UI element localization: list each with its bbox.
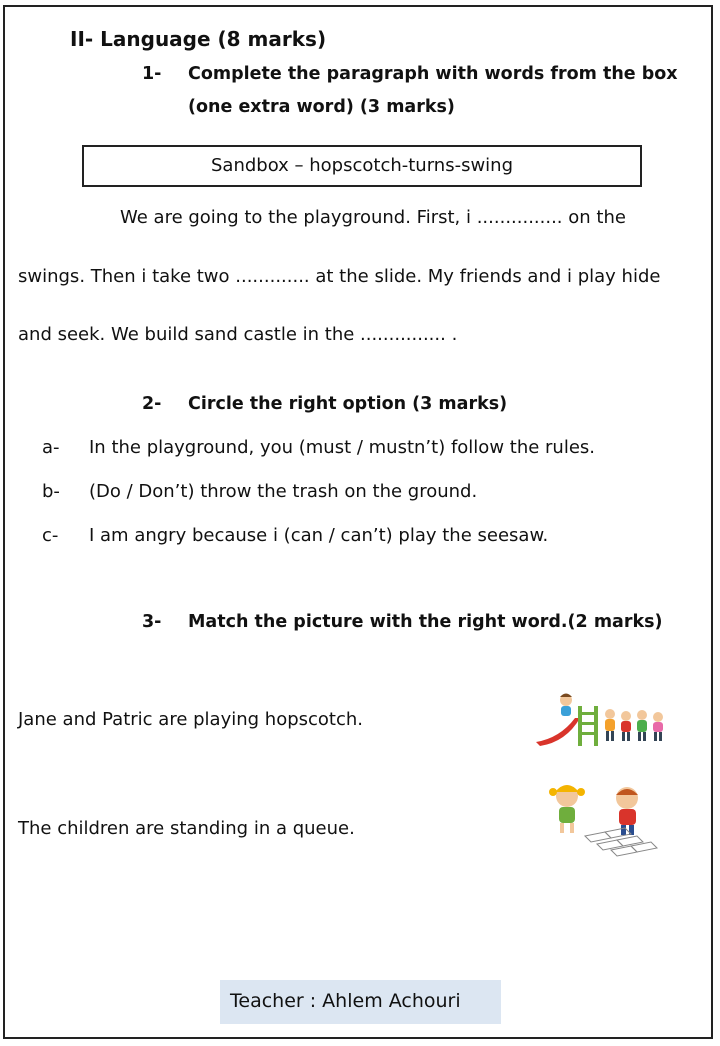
q2-item-b-text: (Do / Don’t) throw the trash on the ground. [89, 481, 478, 502]
q2-item-a-text: In the playground, you (must / mustn’t) follow the rules. [89, 437, 596, 458]
paragraph-line-2: swings. Then i take two ............. at the slide. My friends and i play hide [18, 266, 661, 287]
q2-item-c-text: I am angry because i (can / can’t) play the seesaw. [89, 525, 549, 546]
q3-number: 3- [142, 612, 162, 632]
paragraph-line-3: and seek. We build sand castle in the ............... . [18, 324, 458, 345]
q2-item-a-label: a- [42, 437, 60, 458]
section-title: II- Language (8 marks) [70, 27, 327, 51]
q3-sentence-1: Jane and Patric are playing hopscotch. [18, 709, 363, 730]
q3-instruction: Match the picture with the right word.(2 marks) [188, 612, 663, 632]
q1-instruction-line2: (one extra word) (3 marks) [188, 97, 455, 117]
q1-instruction-line1: Complete the paragraph with words from the box [188, 64, 678, 84]
q2-item-b-label: b- [42, 481, 60, 502]
q2-instruction: Circle the right option (3 marks) [188, 394, 508, 414]
paragraph-line-1: We are going to the playground. First, i ............... on the [120, 207, 626, 228]
q3-sentence-2: The children are standing in a queue. [18, 818, 355, 839]
children-queue-slide-illustration [530, 688, 675, 750]
word-box: Sandbox – hopscotch-turns-swing [82, 145, 642, 187]
q2-number: 2- [142, 394, 162, 414]
children-hopscotch-illustration [545, 778, 670, 862]
q1-number: 1- [142, 64, 162, 84]
q2-item-c-label: c- [42, 525, 59, 546]
teacher-name-box: Teacher : Ahlem Achouri [220, 980, 501, 1024]
